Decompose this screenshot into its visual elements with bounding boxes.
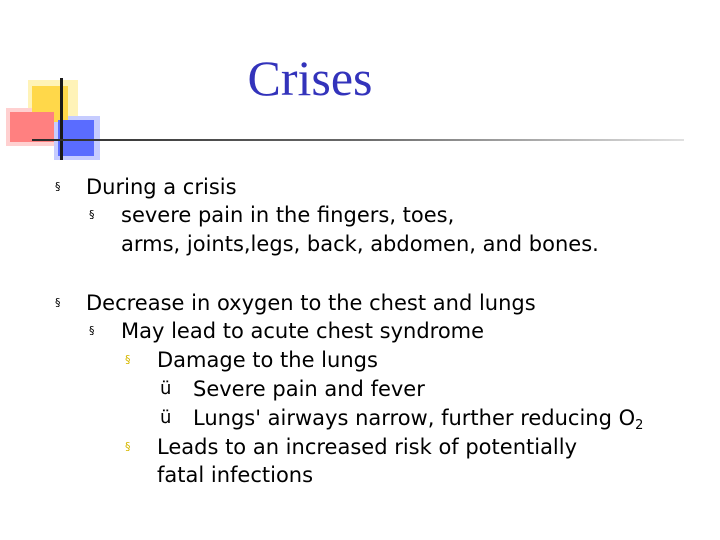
slide-title: Crises (247, 50, 373, 106)
subscript-2: 2 (635, 418, 644, 433)
bullet-text-l1: Decrease in oxygen to the chest and lungs (86, 291, 536, 315)
bullet-text-l3-cont: fatal infections (157, 463, 314, 487)
bullet-marker-l1: § (55, 296, 61, 309)
bullet-text-l3: Leads to an increased risk of potentially (157, 435, 578, 459)
bullet-text-l4: Severe pain and fever (193, 377, 425, 401)
bullet-text-l3: Damage to the lungs (157, 348, 378, 372)
bullet-marker-l2: § (89, 324, 95, 337)
bullet-text-l2-cont: arms, joints,legs, back, abdomen, and bones. (121, 232, 599, 256)
bullet-marker-l3: § (125, 353, 131, 366)
bullet-text-l4-main: Lungs' airways narrow, further reducing O (193, 406, 636, 430)
check-icon: ü (160, 407, 172, 428)
check-icon: ü (160, 378, 172, 399)
bullet-text-l1: During a crisis (86, 175, 237, 199)
bullet-marker-l2: § (89, 208, 95, 221)
bullet-marker-l1: § (55, 180, 61, 193)
bullet-marker-l3: § (125, 440, 131, 453)
bullet-text-l2: severe pain in the fingers, toes, (121, 203, 455, 227)
bullet-text-l2: May lead to acute chest syndrome (121, 319, 485, 343)
